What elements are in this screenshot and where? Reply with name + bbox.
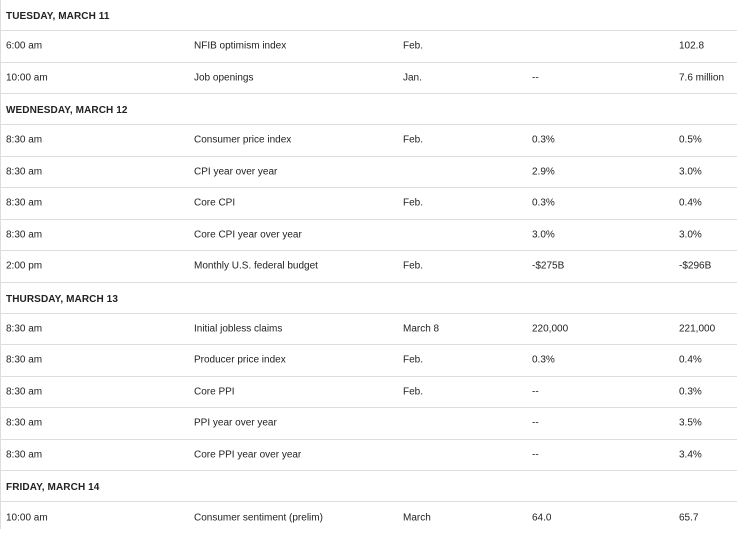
event-previous: 3.4%: [679, 449, 702, 461]
day-header-friday: [1, 471, 737, 502]
event-previous: 221,000: [679, 323, 716, 335]
event-report: Job openings: [194, 72, 254, 84]
event-report: Consumer price index: [194, 134, 292, 146]
event-time: 8:30 am: [6, 449, 43, 461]
event-report: Core PPI: [194, 386, 235, 398]
event-report: PPI year over year: [194, 417, 277, 429]
event-median: 2.9%: [532, 166, 555, 178]
event-time: 8:30 am: [6, 197, 43, 209]
event-period: Feb.: [403, 354, 424, 366]
day-header-thursday: [1, 283, 737, 314]
event-median: 220,000: [532, 323, 569, 335]
event-period: March 8: [403, 323, 440, 335]
event-report: Core CPI year over year: [194, 229, 302, 241]
event-previous: 0.4%: [679, 197, 702, 209]
event-report: Producer price index: [194, 354, 286, 366]
table-row: [1, 251, 737, 283]
event-median: 3.0%: [532, 229, 555, 241]
table-row: [1, 314, 737, 346]
event-previous: 3.0%: [679, 166, 702, 178]
event-time: 8:30 am: [6, 354, 43, 366]
table-row: [1, 440, 737, 472]
event-previous: 0.3%: [679, 386, 702, 398]
event-time: 8:30 am: [6, 417, 43, 429]
event-time: 8:30 am: [6, 166, 43, 178]
event-time: 8:30 am: [6, 134, 43, 146]
event-report: Consumer sentiment (prelim): [194, 512, 323, 524]
event-report: Core PPI year over year: [194, 449, 302, 461]
event-period: Feb.: [403, 386, 424, 398]
event-median: -$275B: [532, 260, 565, 272]
event-median: --: [532, 386, 539, 398]
event-previous: 3.0%: [679, 229, 702, 241]
event-report: Monthly U.S. federal budget: [194, 260, 318, 272]
table-row: [1, 125, 737, 157]
event-report: Initial jobless claims: [194, 323, 283, 335]
event-median: 0.3%: [532, 354, 555, 366]
table-row: [1, 63, 737, 95]
event-period: Feb.: [403, 197, 424, 209]
event-time: 10:00 am: [6, 512, 48, 524]
day-label: THURSDAY, MARCH 13: [6, 293, 119, 305]
event-previous: 3.5%: [679, 417, 702, 429]
event-median: 0.3%: [532, 134, 555, 146]
day-header-tuesday: [1, 0, 737, 31]
event-time: 8:30 am: [6, 386, 43, 398]
event-median: --: [532, 449, 539, 461]
table-row: [1, 188, 737, 220]
event-period: Feb.: [403, 134, 424, 146]
event-time: 8:30 am: [6, 323, 43, 335]
event-previous: 65.7: [679, 512, 699, 524]
event-period: Jan.: [403, 72, 422, 84]
day-label: WEDNESDAY, MARCH 12: [6, 105, 128, 116]
event-previous: 0.5%: [679, 134, 702, 146]
event-report: NFIB optimism index: [194, 40, 287, 52]
event-median: 0.3%: [532, 197, 555, 209]
event-previous: 0.4%: [679, 354, 702, 366]
day-label: FRIDAY, MARCH 14: [6, 482, 100, 493]
event-previous: 7.6 million: [679, 72, 725, 84]
table-row: [1, 377, 737, 409]
table-row: [1, 345, 737, 377]
table-row: [1, 31, 737, 63]
table-row: [1, 157, 737, 189]
table-row: [1, 408, 737, 440]
event-report: Core CPI: [194, 197, 236, 209]
event-median: --: [532, 417, 539, 429]
event-median: 64.0: [532, 512, 552, 524]
day-header-wednesday: [1, 94, 737, 125]
event-period: Feb.: [403, 40, 424, 52]
event-time: 10:00 am: [6, 72, 48, 84]
event-report: CPI year over year: [194, 166, 278, 178]
day-label: TUESDAY, MARCH 11: [6, 11, 110, 22]
event-time: 2:00 pm: [6, 260, 43, 272]
table-row: [1, 220, 737, 252]
event-previous: 102.8: [679, 40, 705, 52]
event-median: --: [532, 72, 539, 84]
event-time: 8:30 am: [6, 229, 43, 241]
event-previous: -$296B: [679, 260, 712, 272]
event-period: Feb.: [403, 260, 424, 272]
event-period: March: [403, 512, 431, 524]
event-time: 6:00 am: [6, 40, 43, 52]
